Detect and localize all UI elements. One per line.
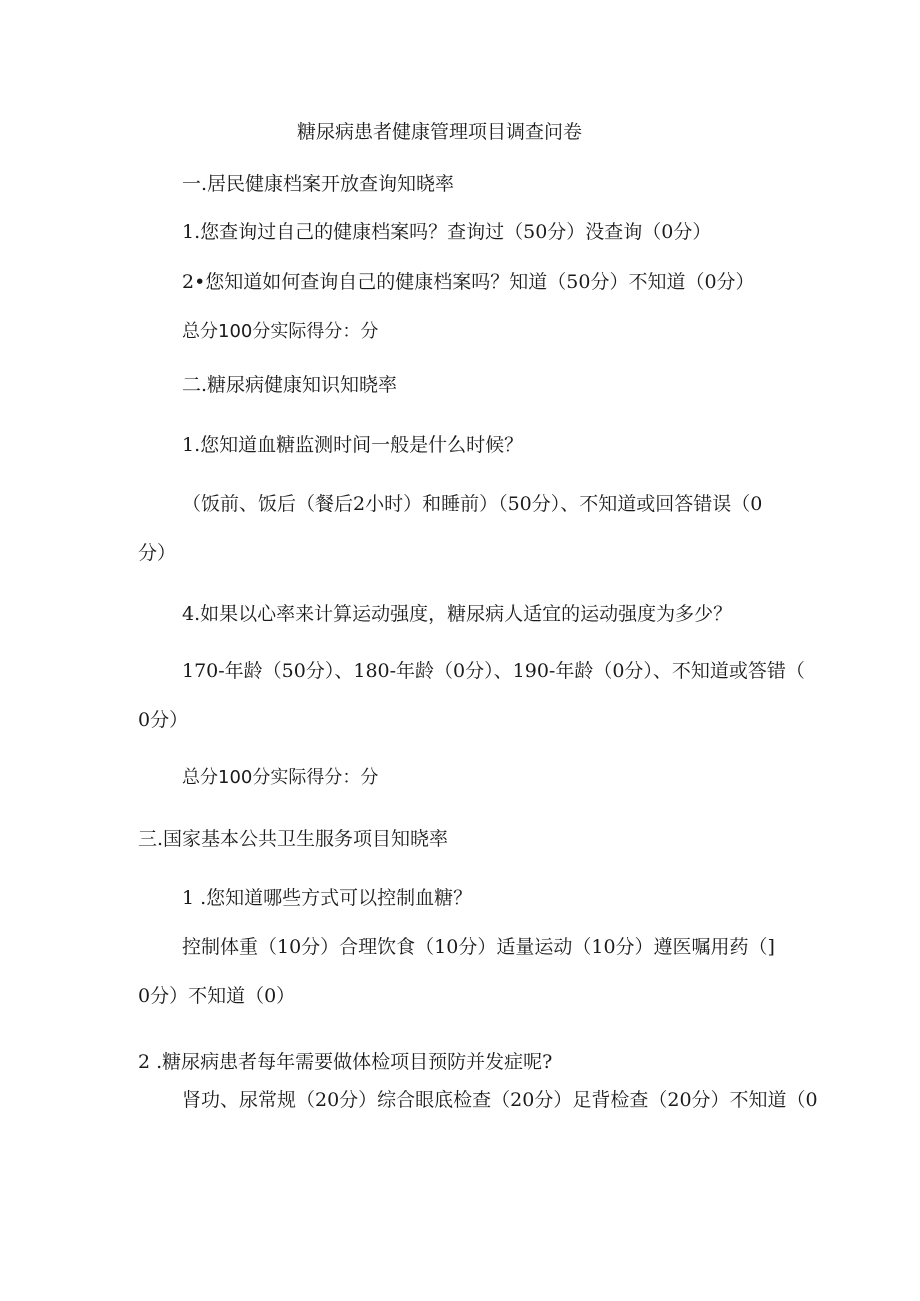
- answer-text: 控制体重（10分）合理饮食（10分）适量运动（10分）遵医嘱用药（]: [182, 936, 775, 958]
- answer-text-continued: 分）: [138, 542, 177, 564]
- section-heading-1: 一.居民健康档案开放查询知晓率: [182, 173, 455, 195]
- answer-text: 肾功、尿常规（20分）综合眼底检查（20分）足背检查（20分）不知道（0: [182, 1089, 818, 1111]
- score-line: 总分100分实际得分：分: [182, 767, 379, 788]
- question-text: 2 .糖尿病患者每年需要做体检项目预防并发症呢?: [138, 1051, 553, 1073]
- question-text: 4.如果以心率来计算运动强度，糖尿病人适宜的运动强度为多少？: [182, 603, 733, 625]
- section-heading-2: 二.糖尿病健康知识知晓率: [182, 374, 398, 396]
- document-title: 糖尿病患者健康管理项目调查问卷: [297, 121, 583, 143]
- score-line: 总分100分实际得分：分: [182, 321, 379, 342]
- answer-text-continued: 0分）不知道（0）: [138, 985, 296, 1007]
- answer-text: 170-年龄（50分）、180-年龄（0分）、190-年龄（0分）、不知道或答错（: [182, 660, 805, 682]
- section-heading-3: 三.国家基本公共卫生服务项目知晓率: [138, 828, 449, 850]
- answer-text-continued: 0分）: [138, 709, 189, 731]
- question-text: 1 .您知道哪些方式可以控制血糖？: [182, 887, 473, 909]
- question-text: 1.您查询过自己的健康档案吗？查询过（50分）没查询（0分）: [182, 221, 712, 243]
- answer-text: （饭前、饭后（餐后2小时）和睡前）（50分）、不知道或回答错误（0: [182, 493, 763, 515]
- question-text: 1.您知道血糖监测时间一般是什么时候？: [182, 434, 524, 456]
- question-text: 2•您知道如何查询自己的健康档案吗？知道（50分）不知道（0分）: [182, 271, 755, 293]
